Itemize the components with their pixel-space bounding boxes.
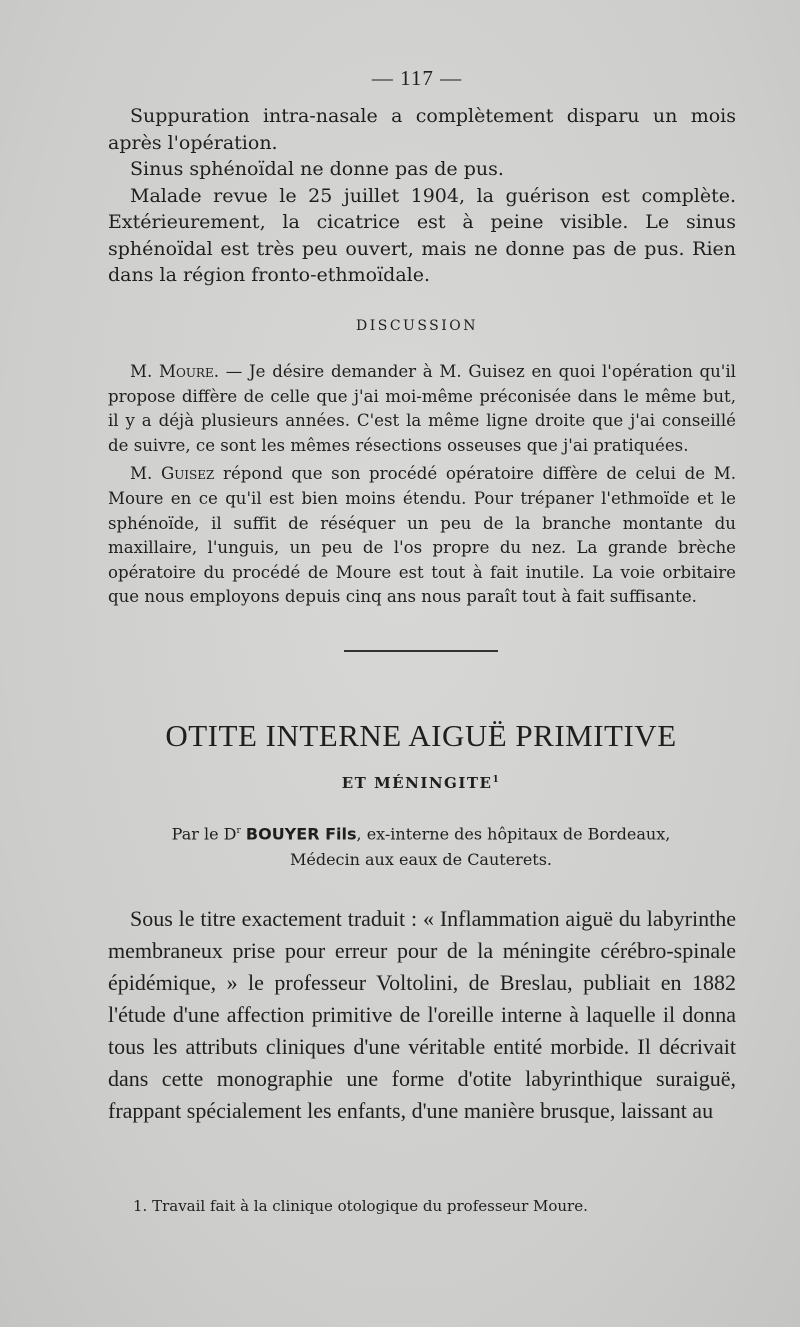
section-divider [344, 650, 498, 652]
paragraph [108, 462, 736, 610]
footnote-marker: 1 [492, 775, 501, 785]
page-number: — 117 — [371, 66, 463, 90]
paragraph [108, 360, 736, 458]
speaker-name: M. Moure. [130, 362, 219, 381]
case-report-text [108, 103, 736, 289]
article-body [108, 903, 736, 1127]
paragraph: Sous le titre exactement traduit : « Inflammation aiguë du labyrinthe membraneux prise pour erreur pour de la méningite cérébro-spinale épidémique, » le professeur Voltolini, de Breslau, publiait en 1882 l'étude d'une affection primitive de l'oreille interne à laquelle il donna tous les attributs cliniques d'une véritable entité morbide. Il décrivait dans cette monographie une forme d'otite labyrinthique suraiguë, frappant spécialement les enfants, d'une manière brusque, laissant au [108, 906, 736, 1123]
discussion-text [108, 360, 736, 614]
article-title: OTITE INTERNE AIGUË PRIMITIVE [165, 718, 677, 753]
speech: — Je désire demander à M. Guisez en quoi l'opération qu'il propose diffère de celle que j'ai moi-même préconisée dans le même but, il y a déjà plusieurs années. C'est la même ligne droite que j'ai conseillé de suivre, ce sont les mêmes résections osseuses que j'ai pratiquées. [108, 362, 736, 455]
author-position: Médecin aux eaux de Cauterets. [289, 850, 553, 870]
speech: répond que son procédé opératoire diffère de celui de M. Moure en ce qu'il est bien moins étendu. Pour trépaner l'ethmoïde et le sphénoïde, il suffit de réséquer un peu de la branche montante du maxillaire, l'unguis, un peu de l'os propre du nez. La grande brèche opératoire du procédé de Moure est tout à fait inutile. La voie orbitaire que nous employons depuis cinq ans nous paraît tout à fait suffisante. [108, 464, 736, 607]
footnote: 1. Travail fait à la clinique otologique du professeur Moure. [133, 1197, 588, 1215]
author-name: BOUYER Fils [245, 824, 357, 844]
speaker-name: Guisez [160, 464, 215, 484]
paragraph: Suppuration intra-nasale a complètement disparu un mois après l'opération. [108, 105, 736, 154]
article-subtitle: ET MÉNINGITE$^1$ [341, 774, 501, 792]
speaker-prefix: M. [130, 464, 161, 484]
author-line: Par le $D^r$ BOUYER Fils, ex-interne des hôpitaux de Bordeaux, [171, 824, 671, 844]
author-block [0, 818, 800, 873]
discussion-heading: DISCUSSION [355, 318, 479, 334]
paragraph: Malade revue le 25 juillet 1904, la guérison est complète. Extérieurement, la cicatrice est à peine visible. Le sinus sphénoïdal est très peu ouvert, mais ne donne pas de pus. Rien dans la région fronto-ethmoïdale. [108, 184, 736, 286]
paragraph: Sinus sphénoïdal ne donne pas de pus. [130, 158, 504, 180]
